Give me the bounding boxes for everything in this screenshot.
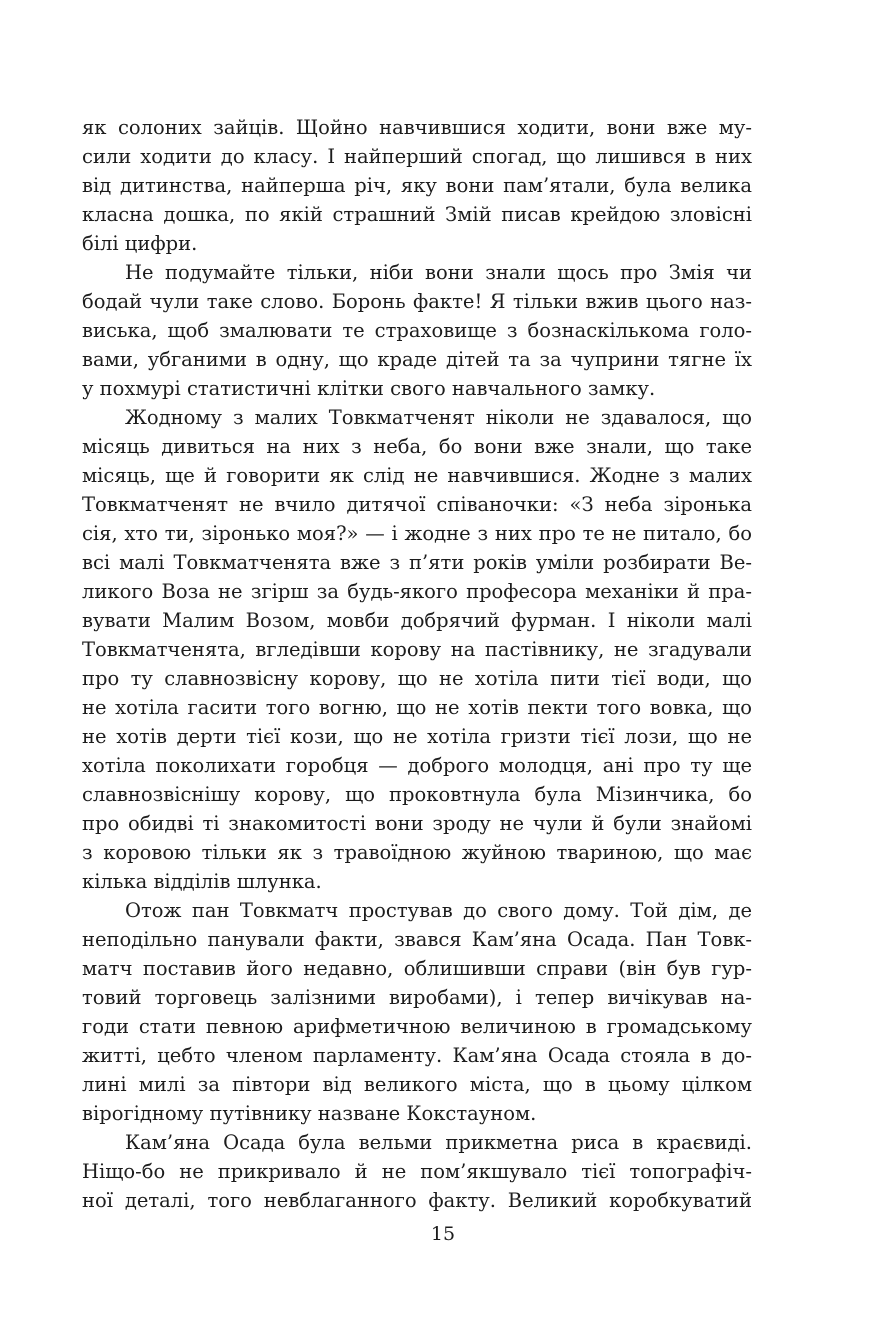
text-line: славнозвіснішу корову, що проковтнула була Мізинчика, бо xyxy=(82,783,752,806)
text-line: неподільно панували факти, звався Кам’яна Осада. Пан Товк- xyxy=(82,928,752,951)
text-line: ликого Воза не згірш за будь-якого професора механіки й пра- xyxy=(82,580,752,603)
text-line: лині милі за півтори від великого міста, що в цьому цілком xyxy=(82,1073,752,1096)
text-line: як солоних зайців. Щойно навчившися ходити, вони вже му- xyxy=(82,116,752,139)
text-line: про обидві ті знакомитості вони зроду не чули й були знайомі xyxy=(82,812,752,835)
text-line: місяць, ще й говорити як слід не навчившися. Жодне з малих xyxy=(82,464,752,487)
text-line: хотіла поколихати горобця — доброго молодця, ані про ту ще xyxy=(82,754,752,777)
text-line: вувати Малим Возом, мовби добрячий фурман. І ніколи малі xyxy=(82,609,752,632)
text-line: з коровою тільки як з травоїдною жуйною твариною, що має xyxy=(82,841,752,864)
text-line: не хотів дерти тієї кози, що не хотіла гризти тієї лози, що не xyxy=(82,725,752,748)
text-line: ної деталі, того невблаганного факту. Великий коробкуватий xyxy=(82,1189,752,1212)
text-line: товий торговець залізними виробами), і тепер вичікував на- xyxy=(82,986,752,1009)
text-line: Кам’яна Осада була вельми прикметна риса в краєвиді. xyxy=(125,1131,752,1154)
text-line: місяць дивиться на них з неба, бо вони вже знали, що таке xyxy=(82,435,752,458)
text-line: кілька відділів шлунка. xyxy=(82,870,322,893)
text-line: не хотіла гасити того вогню, що не хотів пекти того вовка, що xyxy=(82,696,752,719)
paragraph xyxy=(82,113,752,258)
text-line: Товкматченята, вгледівши корову на пастівнику, не згадували xyxy=(82,638,752,661)
text-line: вами, убганими в одну, що краде дітей та за чуприни тягне їх xyxy=(82,348,752,371)
text-line: сія, хто ти, зіронько моя?» — і жодне з них про те не питало, бо xyxy=(82,522,752,545)
text-line: виська, щоб змалювати те страховище з бознаскількома голо- xyxy=(82,319,752,342)
paragraph xyxy=(82,896,752,1128)
text-line: у похмурі статистичні клітки свого навчального замку. xyxy=(82,377,656,400)
paragraph xyxy=(82,258,752,403)
text-line: житті, цебто членом парламенту. Кам’яна Осада стояла в до- xyxy=(82,1044,752,1067)
text-line: Отож пан Товкматч простував до свого дому. Той дім, де xyxy=(125,899,752,922)
text-line: годи стати певною арифметичною величиною в громадському xyxy=(82,1015,752,1038)
text-line: білі цифри. xyxy=(82,232,198,255)
text-line: всі малі Товкматченята вже з п’яти років уміли розбирати Ве- xyxy=(82,551,752,574)
text-line: Ніщо-бо не прикривало й не пом’якшувало тієї топографіч- xyxy=(82,1160,752,1183)
text-line: бодай чули таке слово. Боронь факте! Я тільки вжив цього наз- xyxy=(82,290,752,313)
text-line: сили ходити до класу. І найперший спогад, що лишився в них xyxy=(82,145,752,168)
body-text xyxy=(82,113,752,1215)
page-number: 15 xyxy=(430,1223,456,1245)
text-line: Жодному з малих Товкматченят ніколи не здавалося, що xyxy=(125,406,752,429)
paragraph xyxy=(82,1128,752,1215)
text-line: вірогідному путівнику назване Кокстауном. xyxy=(82,1102,537,1125)
text-line: матч поставив його недавно, облишивши справи (він був гур- xyxy=(82,957,752,980)
paragraph xyxy=(82,403,752,896)
text-line: Не подумайте тільки, ніби вони знали щось про Змія чи xyxy=(125,261,752,284)
text-line: класна дошка, по якій страшний Змій писав крейдою зловісні xyxy=(82,203,752,226)
text-line: про ту славнозвісну корову, що не хотіла пити тієї води, що xyxy=(82,667,752,690)
text-line: Товкматченят не вчило дитячої співаночки: «З неба зіронька xyxy=(82,493,752,516)
text-line: від дитинства, найперша річ, яку вони пам’ятали, була велика xyxy=(82,174,752,197)
